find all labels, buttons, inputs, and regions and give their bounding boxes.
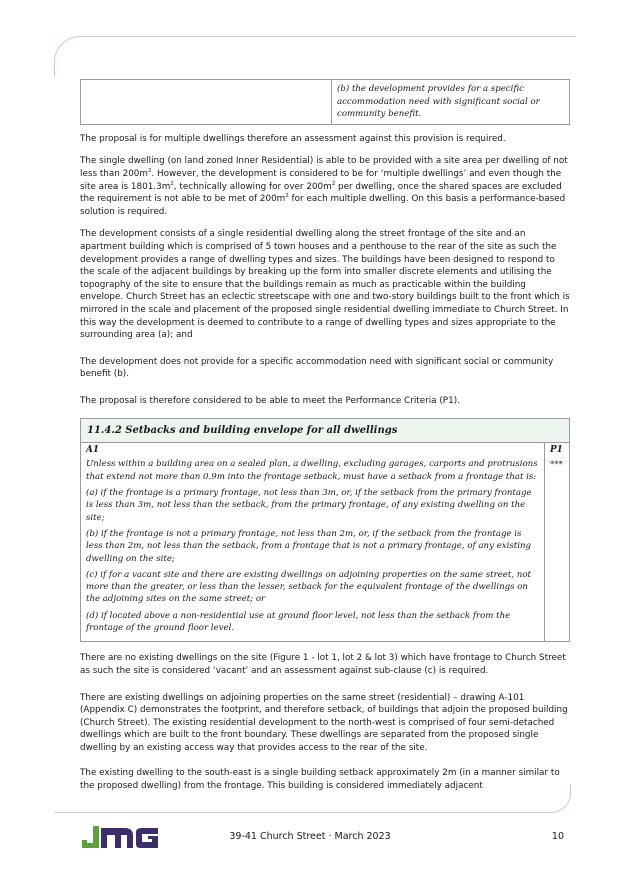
- criteria-cell: [332, 80, 570, 125]
- standard-intro: Unless within a building area on a sealed plan, a dwelling, excluding garages, carports and protrusions that extend not more than 0.9m into the frontage setback, must have a setback from a frontage that is:: [86, 459, 538, 482]
- standard-item-a: (a) if the frontage is a primary frontage, not less than 3m, or, if the setback from the primary frontage is less than 3m, not less than the setback, from the primary frontage, of any existing dwelling on the site;: [86, 488, 532, 523]
- paragraph-vacant-site: There are no existing dwellings on the site (Figure 1 - lot 1, lot 2 & lot 3) which have frontage to Church Street as such the site is considered ‘vacant’ and an assessment against sub-clause (c) is required.: [80, 653, 566, 676]
- standard-item-c: (c) if for a vacant site and there are existing dwellings on adjoining properties on the same street, not more than the greater, or less than the lesser, setback for the equivalent frontage of the dwellings on the adjoining sites on the same street; or: [86, 569, 531, 605]
- page-frame-bottom: [54, 784, 571, 813]
- standard-item-d: (d) if located above a non-residential use at ground floor level, not less than the setback from the frontage of the ground floor level.: [86, 610, 511, 634]
- criteria-continuation-table: [80, 79, 570, 125]
- standard-item-b: (b) if the frontage is not a primary frontage, not less than 2m, or, if the setback from the frontage is less than 2m, not less than the setback, from a frontage that is not a primary frontage, of any existing dwelling on the site;: [86, 528, 532, 564]
- paragraph-development: The development consists of a single residential dwelling along the street frontage of the site and an apartment building which is comprised of 5 town houses and a penthouse to the rear of the site as such the development provides a range of dwelling types and sizes. The buildings have been designed to respond to the scale of the adjacent buildings by breaking up the form into smaller discrete elements and utilising the topography of the site to ensure that the buildings remain as much as practicable within the building envelope. Church Street has an eclectic streetscape with one and two-story buildings built to the front which is mirrored in the scale and placement of the proposed single residential dwelling immediate to Church Street. In this way the development is deemed to contribute to a range of dwelling types and sizes appropriate to the surrounding area (a); and: [80, 229, 570, 341]
- paragraph: The proposal is for multiple dwellings therefore an assessment against this provision is required.: [80, 133, 506, 144]
- jmg-logo: [82, 824, 158, 848]
- performance-criteria-label: P1: [550, 445, 563, 456]
- paragraph: The proposal is therefore considered to be able to meet the Performance Criteria (P1).: [80, 395, 460, 406]
- acceptable-solution-cell: [81, 443, 545, 642]
- paragraph-south-east: The existing dwelling to the south-east is a single building setback approximately 2m (in a manner similar to the proposed dwelling) from the frontage. This building is considered immediately adjacent: [80, 768, 560, 792]
- footer-document-title: 39-41 Church Street · March 2023: [229, 831, 391, 842]
- page-footer: [0, 822, 622, 852]
- performance-criteria-value: ***: [550, 460, 563, 471]
- standards-table: [80, 418, 570, 642]
- page-content: [80, 79, 570, 803]
- acceptable-solution-label: A1: [86, 445, 99, 456]
- page-number: 10: [551, 831, 564, 842]
- empty-cell: [81, 80, 332, 125]
- page-frame-top: [54, 36, 575, 77]
- paragraph: The development does not provide for a specific accommodation need with significant social or community benefit (b).: [80, 356, 554, 380]
- performance-criteria-cell: [545, 443, 570, 642]
- paragraph-adjoining: There are existing dwellings on adjoining properties on the same street (residential) – drawing A-101 (Appendix C) demonstrates the footprint, and therefore setback, of buildings that adjoin the proposed building (Church Street). The existing residential development to the north-west is comprised of four semi-detached dwellings which are built to the front boundary. These dwellings are separated from the proposed single dwelling by an existing access way that provides access to the rear of the site.: [80, 692, 568, 753]
- criteria-b-text: (b) the development provides for a specific accommodation need with significant social or community benefit.: [337, 84, 540, 120]
- standards-title: 11.4.2 Setbacks and building envelope for all dwellings: [81, 419, 570, 443]
- paragraph-site-area: The single dwelling (on land zoned Inner Residential) is able to be provided with a site area per dwelling of not less than $200m^2$. However, the development is considered to be for ‘multiple dwellings’ and even though the site area is $1801.3m^2$, technically allowing for over $200m^2$ per dwelling, once the shared spaces are excluded the requirement is not able to be met of $200m^2$ for each multiple dwelling. On this basis a performance-based solution is required.: [80, 156, 568, 217]
